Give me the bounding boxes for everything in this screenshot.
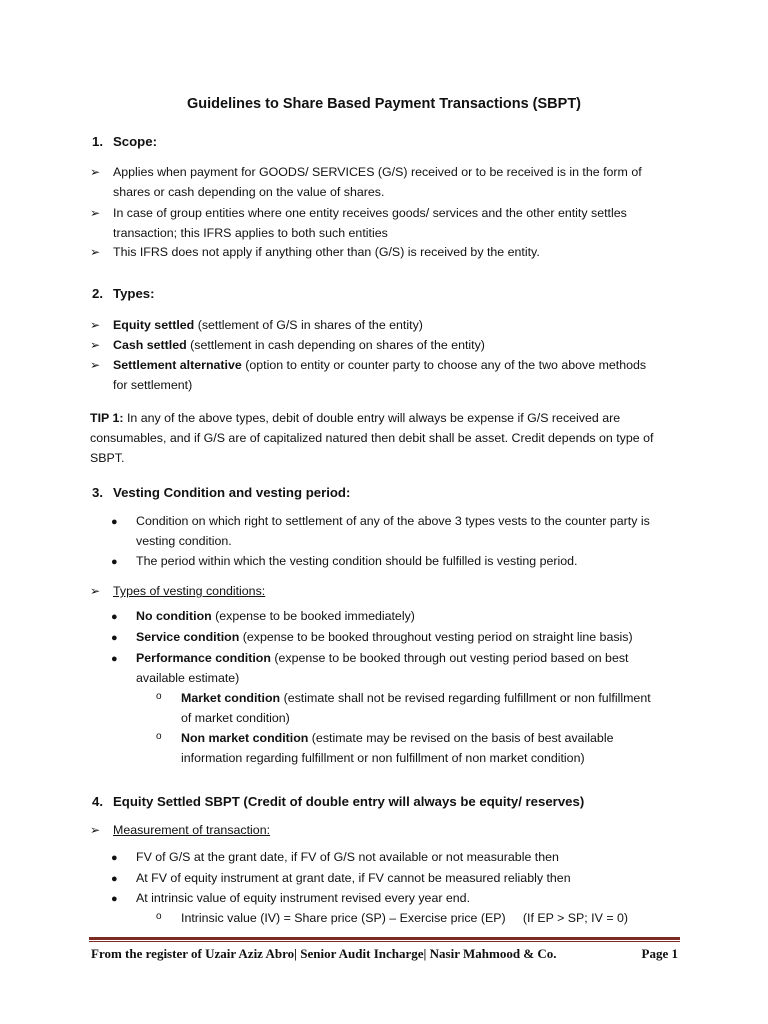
circle-bullet-icon: o [156, 731, 162, 742]
text-line: This IFRS does not apply if anything other than (G/S) is received by the entity. [113, 245, 540, 259]
bullet-dot-icon: ● [111, 516, 118, 528]
underlined-heading: Types of vesting conditions: [113, 584, 266, 598]
text-line: consumables, and if G/S are of capitalized natured then debit shall be asset. Credit depends on type of [90, 431, 654, 445]
section-heading-types: Types: [113, 286, 155, 301]
text-line: for settlement) [113, 378, 193, 392]
measurement-heading [113, 820, 683, 840]
measurement-bullet: At intrinsic value of equity instrument revised every year end. [136, 891, 471, 905]
types-bullet [113, 335, 683, 355]
intrinsic-value-formula: Intrinsic value (IV) = Share price (SP) – Exercise price (EP) (If EP > SP; IV = 0) [181, 911, 629, 925]
section-heading-vesting: Vesting Condition and vesting period: [113, 485, 351, 500]
bullet-dot-icon: ● [111, 893, 118, 905]
tip-paragraph [90, 408, 680, 468]
arrow-bullet-icon: ➢ [90, 338, 101, 352]
scope-bullet [113, 203, 683, 243]
text-line: of market condition) [181, 711, 290, 725]
text-line: (estimate may be revised on the basis of best available [308, 731, 614, 745]
bullet-dot-icon: ● [111, 632, 118, 644]
section-number: 2. [92, 286, 103, 301]
section-number: 4. [92, 794, 103, 809]
text-line: (settlement of G/S in shares of the entity) [194, 318, 423, 332]
text-line: (settlement in cash depending on shares of the entity) [186, 338, 485, 352]
section-number: 3. [92, 485, 103, 500]
section-heading-scope: Scope: [113, 134, 157, 149]
text-line: Condition on which right to settlement of any of the above 3 types vests to the counter party is [136, 514, 650, 528]
text-line: shares or cash depending on the value of shares. [113, 185, 385, 199]
page-title: Guidelines to Share Based Payment Transactions (SBPT) [186, 96, 582, 112]
page-number: Page 1 [641, 946, 678, 961]
arrow-bullet-icon: ➢ [90, 206, 101, 220]
bold-term: Market condition [181, 691, 281, 705]
vesting-type-item [136, 627, 676, 647]
text-line: (expense to be booked throughout vesting period on straight line basis) [239, 630, 633, 644]
arrow-bullet-icon: ➢ [90, 318, 101, 332]
text-line: transaction; this IFRS applies to both such entities [113, 226, 388, 240]
bold-term: Performance condition [136, 651, 271, 665]
types-bullet [113, 355, 683, 395]
vesting-type-item [136, 606, 676, 626]
vesting-subtype-item [181, 728, 681, 768]
section-number: 1. [92, 134, 103, 149]
heading-bold-part: Equity Settled SBPT ( [113, 794, 248, 809]
text-line: The period within which the vesting condition should be fulfilled is vesting period. [136, 554, 578, 568]
vesting-subtype-item [181, 688, 681, 728]
bold-term: Settlement alternative [113, 358, 242, 372]
text-line: vesting condition. [136, 534, 232, 548]
measurement-bullet: At FV of equity instrument at grant date, if FV cannot be measured reliably then [136, 871, 571, 885]
vesting-types-heading [113, 581, 683, 601]
arrow-bullet-icon: ➢ [90, 823, 101, 837]
bold-term: Equity settled [113, 318, 195, 332]
bullet-dot-icon: ● [111, 611, 118, 623]
section-heading-equity [113, 794, 584, 809]
bullet-dot-icon: ● [111, 653, 118, 665]
arrow-bullet-icon: ➢ [90, 358, 101, 372]
bullet-dot-icon: ● [111, 556, 118, 568]
text-line: In case of group entities where one entity receives goods/ services and the other entity settles [113, 206, 627, 220]
text-line: available estimate) [136, 671, 240, 685]
vesting-bullet [136, 551, 676, 571]
text-line: (option to entity or counter party to choose any of the two above methods [241, 358, 647, 372]
bold-term: Non market condition [181, 731, 309, 745]
footer-rule-thin [89, 941, 680, 942]
arrow-bullet-icon: ➢ [90, 245, 101, 259]
bullet-dot-icon: ● [111, 873, 118, 885]
arrow-bullet-icon: ➢ [90, 165, 101, 179]
bold-term: Service condition [136, 630, 240, 644]
underlined-heading: Measurement of transaction: [113, 823, 271, 837]
text-line: (estimate shall not be revised regarding fulfillment or non fulfillment [280, 691, 651, 705]
arrow-bullet-icon: ➢ [90, 584, 101, 598]
heading-rest-part: Credit of double entry will always be equity/ reserves) [247, 794, 585, 809]
text-line: Applies when payment for GOODS/ SERVICES (G/S) received or to be received is in the form of [113, 165, 642, 179]
circle-bullet-icon: o [156, 691, 162, 702]
tip-label: TIP 1: [90, 411, 124, 425]
vesting-bullet [136, 511, 676, 551]
types-bullet [113, 315, 683, 335]
footer-credit: From the register of Uzair Aziz Abro| Senior Audit Incharge| Nasir Mahmood & Co. [91, 946, 557, 961]
bold-term: Cash settled [113, 338, 187, 352]
vesting-type-item [136, 648, 676, 688]
measurement-bullet: FV of G/S at the grant date, if FV of G/S not available or not measurable then [136, 850, 559, 864]
footer-rule [89, 937, 680, 940]
text-line: (expense to be booked immediately) [211, 609, 415, 623]
text-line: information regarding fulfillment or non fulfillment of non market condition) [181, 751, 585, 765]
text-line: In any of the above types, debit of double entry will always be expense if G/S received are [123, 411, 621, 425]
circle-bullet-icon: o [156, 911, 162, 922]
scope-bullet [113, 242, 683, 262]
text-line: (expense to be booked through out vesting period based on best [270, 651, 629, 665]
scope-bullet [113, 162, 683, 202]
text-line: SBPT. [90, 451, 125, 465]
bullet-dot-icon: ● [111, 852, 118, 864]
bold-term: No condition [136, 609, 212, 623]
